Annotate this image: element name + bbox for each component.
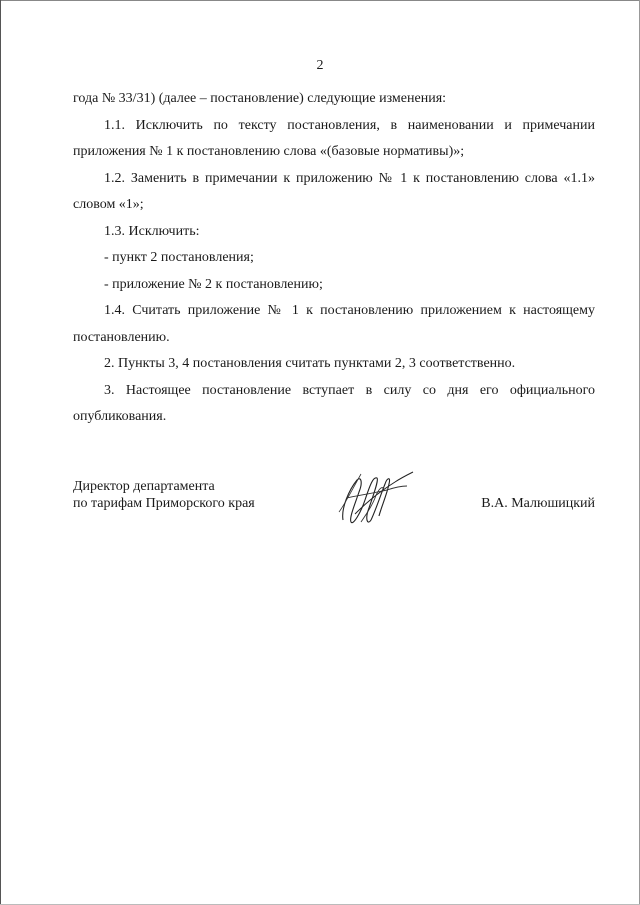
signature-block — [73, 478, 595, 538]
paragraph-item-2: 2. Пункты 3, 4 постановления считать пунктами 2, 3 соответственно. — [104, 356, 516, 371]
page-number: 2 — [316, 58, 324, 73]
signatory-title-line-1: Директор департамента — [73, 479, 215, 494]
paragraph-subitem-1: - пункт 2 постановления; — [104, 250, 254, 265]
document-body — [73, 86, 595, 431]
paragraph-item-1-2: 1.2. Заменить в примечании к приложению № 1 к постановлению слова «1.1» словом «1»; — [73, 170, 595, 212]
scan-edge-left — [0, 0, 1, 905]
scan-edge-top — [0, 0, 640, 1]
handwritten-signature — [335, 468, 415, 530]
signatory-title-line-2: по тарифам Приморского края — [73, 496, 255, 511]
paragraph-item-3: 3. Настоящее постановление вступает в силу со дня его официального опубликования. — [73, 382, 595, 424]
paragraph-item-1-1: 1.1. Исключить по тексту постановления, в наименовании и примечании приложения № 1 к постановлению слова «(базовые нормативы)»; — [73, 117, 595, 159]
signatory-name: В.А. Малюшицкий — [481, 496, 595, 511]
paragraph-continuation: года № 33/31) (далее – постановление) следующие изменения: — [73, 91, 447, 106]
paragraph-item-1-3: 1.3. Исключить: — [104, 223, 200, 239]
paragraph-subitem-2: - приложение № 2 к постановлению; — [104, 276, 323, 292]
paragraph-item-1-4: 1.4. Считать приложение № 1 к постановлению приложением к настоящему постановлению. — [73, 303, 595, 345]
signatory-title — [73, 478, 255, 512]
